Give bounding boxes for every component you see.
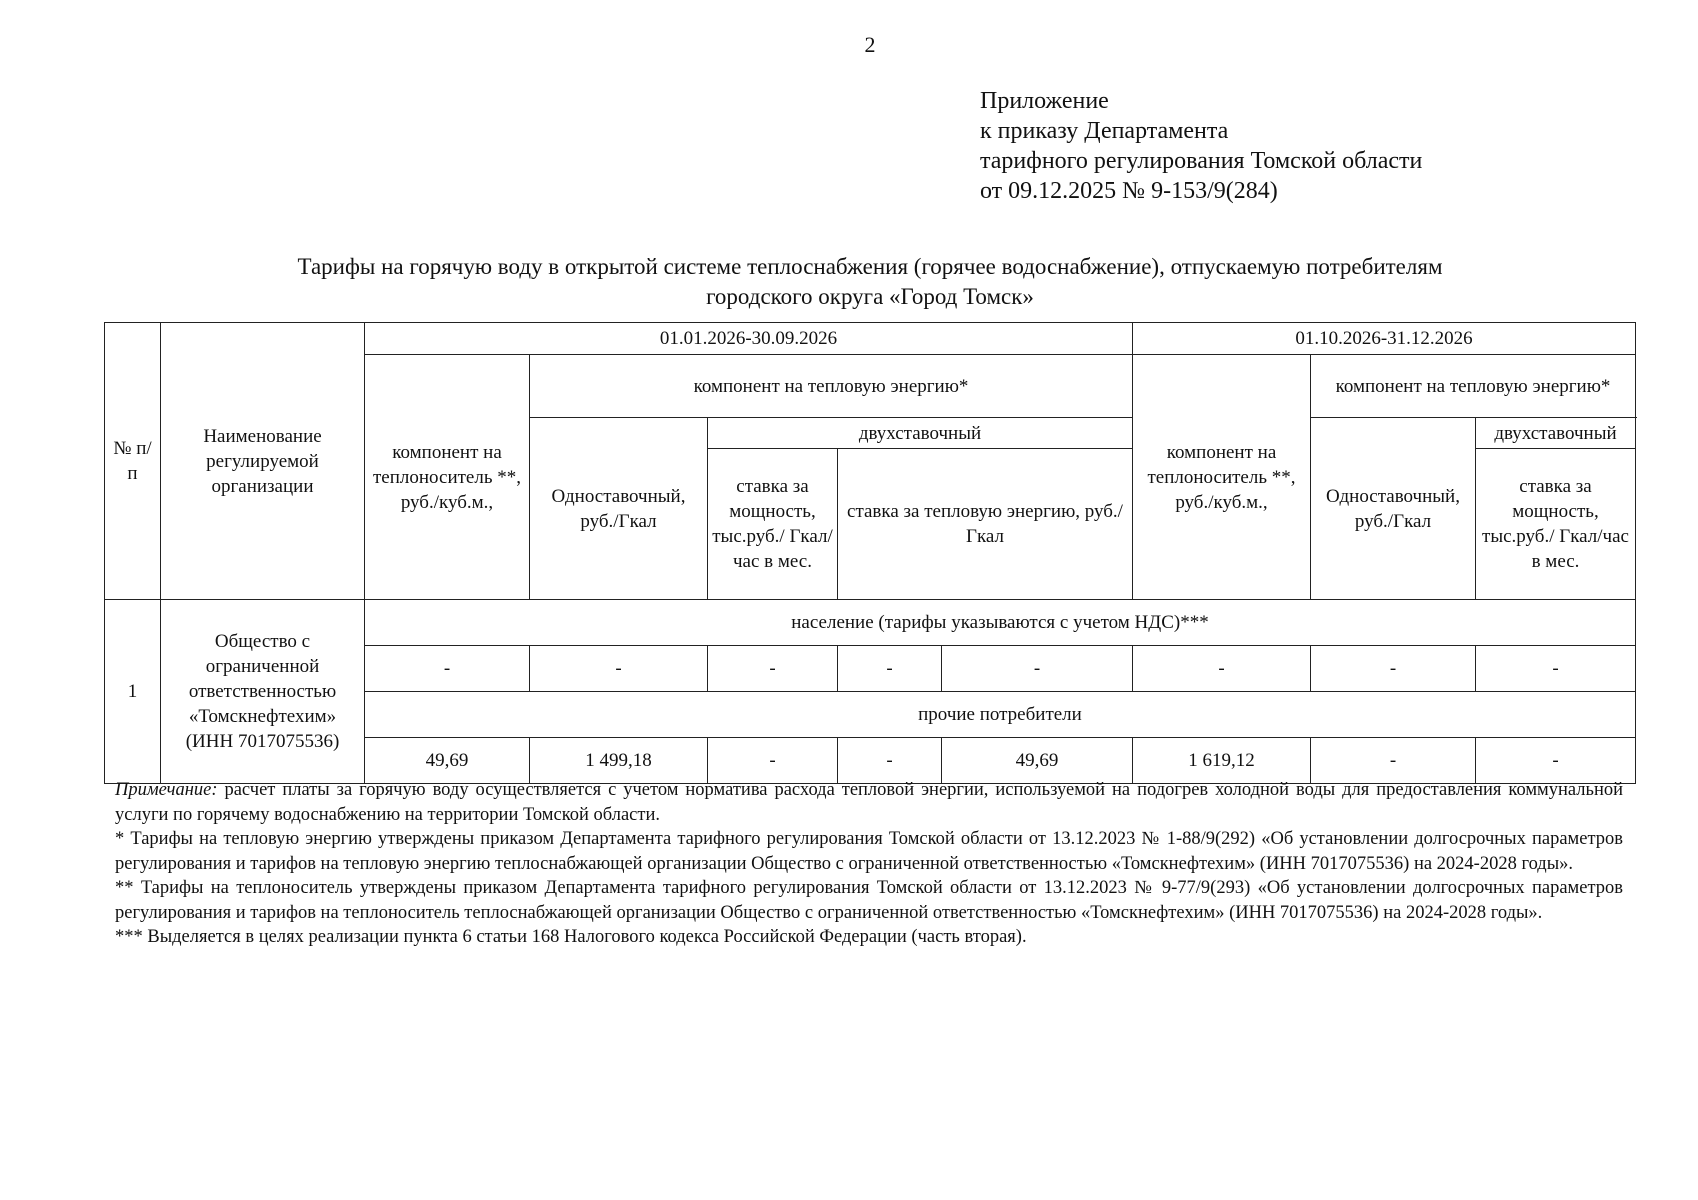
appendix-line-4: от 09.12.2025 № 9-153/9(284) [980, 178, 1278, 204]
others-cell: - [1476, 738, 1636, 784]
row-org: Общество с ограниченной ответственностью «Томскнефтехим» (ИНН 7017075536) [161, 600, 365, 784]
population-cell: - [1311, 646, 1476, 692]
header-single-rate-p2: Одноставочный, руб./Гкал [1311, 418, 1476, 600]
footnote-3: *** Выделяется в целях реализации пункта 6 статьи 168 Налогового кодекса Российской Федерации (часть вторая). [115, 927, 1027, 947]
title-line-2: городского округа «Город Томск» [706, 284, 1034, 309]
header-coolant-p1: компонент на теплоноситель **, руб./куб.м., [365, 355, 530, 600]
header-capacity-rate-p1: ставка за мощность, тыс.руб./ Гкал/час в мес. [708, 449, 838, 600]
others-cell: - [838, 738, 942, 784]
appendix-block [980, 86, 1422, 206]
others-cell: 49,69 [365, 738, 530, 784]
others-cell: - [708, 738, 838, 784]
header-single-rate-p1: Одноставочный, руб./Гкал [530, 418, 708, 600]
document-title [104, 252, 1636, 312]
note-label: Примечание: [115, 780, 218, 800]
header-period-1: 01.01.2026-30.09.2026 [365, 323, 1133, 355]
header-capacity-rate-p2: ставка за мощность, тыс.руб./ Гкал/час в мес. [1476, 449, 1636, 600]
population-cell: - [708, 646, 838, 692]
note-text: расчет платы за горячую воду осуществляется с учетом норматива расхода тепловой энергии, используемой на подогрев холодной воды для предоставления коммунальной услуги по горячему водоснабжению на территории Томской области. [115, 780, 1623, 825]
title-line-1: Тарифы на горячую воду в открытой системе теплоснабжения (горячее водоснабжение), отпускаемую потребителям [297, 254, 1443, 279]
appendix-line-1: Приложение [980, 88, 1109, 114]
population-cell: - [365, 646, 530, 692]
header-two-rate-p1: двухставочный [708, 418, 1133, 449]
others-label: прочие потребители [365, 692, 1636, 738]
population-cell: - [942, 646, 1133, 692]
header-heat-component-p2: компонент на тепловую энергию* [1311, 355, 1636, 418]
others-cell: 1 619,12 [1133, 738, 1311, 784]
note-paragraph [115, 778, 1623, 827]
population-cell: - [1476, 646, 1636, 692]
others-cell: - [1311, 738, 1476, 784]
header-org: Наименование регулируемой организации [161, 323, 365, 600]
header-energy-rate-p1: ставка за тепловую энергию, руб./Гкал [838, 449, 1133, 600]
header-two-rate-p2: двухставочный [1476, 418, 1636, 449]
population-cell: - [838, 646, 942, 692]
footnote-2: ** Тарифы на теплоноситель утверждены приказом Департамента тарифного регулирования Томской области от 13.12.2023 № 9-77/9(293) «Об установлении долгосрочных параметров регулирования и тарифов на теплоноситель теплоснабжающей организации Общество с ограниченной ответственностью «Томскнефтехим» (ИНН 7017075536) на 2024-2028 годы». [115, 878, 1623, 923]
tariff-table [104, 322, 1636, 784]
others-cell: 1 499,18 [530, 738, 708, 784]
header-num: № п/п [105, 323, 161, 600]
header-coolant-p2: компонент на теплоноситель **, руб./куб.м., [1133, 355, 1311, 600]
appendix-line-3: тарифного регулирования Томской области [980, 148, 1423, 174]
header-heat-component-p1: компонент на тепловую энергию* [530, 355, 1133, 418]
others-cell: 49,69 [942, 738, 1133, 784]
footnote-1: * Тарифы на тепловую энергию утверждены приказом Департамента тарифного регулирования Томской области от 13.12.2023 № 1-88/9(292) «Об установлении долгосрочных параметров регулирования и тарифов на тепловую энергию теплоснабжающей организации Общество с ограниченной ответственностью «Томскнефтехим» (ИНН 7017075536) на 2024-2028 годы». [115, 829, 1623, 874]
page-number: 2 [864, 32, 876, 57]
notes-block [115, 778, 1623, 950]
population-label: население (тарифы указываются с учетом НДС)*** [365, 600, 1636, 646]
header-period-2: 01.10.2026-31.12.2026 [1133, 323, 1636, 355]
population-cell: - [1133, 646, 1311, 692]
population-cell: - [530, 646, 708, 692]
row-num: 1 [105, 600, 161, 784]
appendix-line-2: к приказу Департамента [980, 118, 1229, 144]
